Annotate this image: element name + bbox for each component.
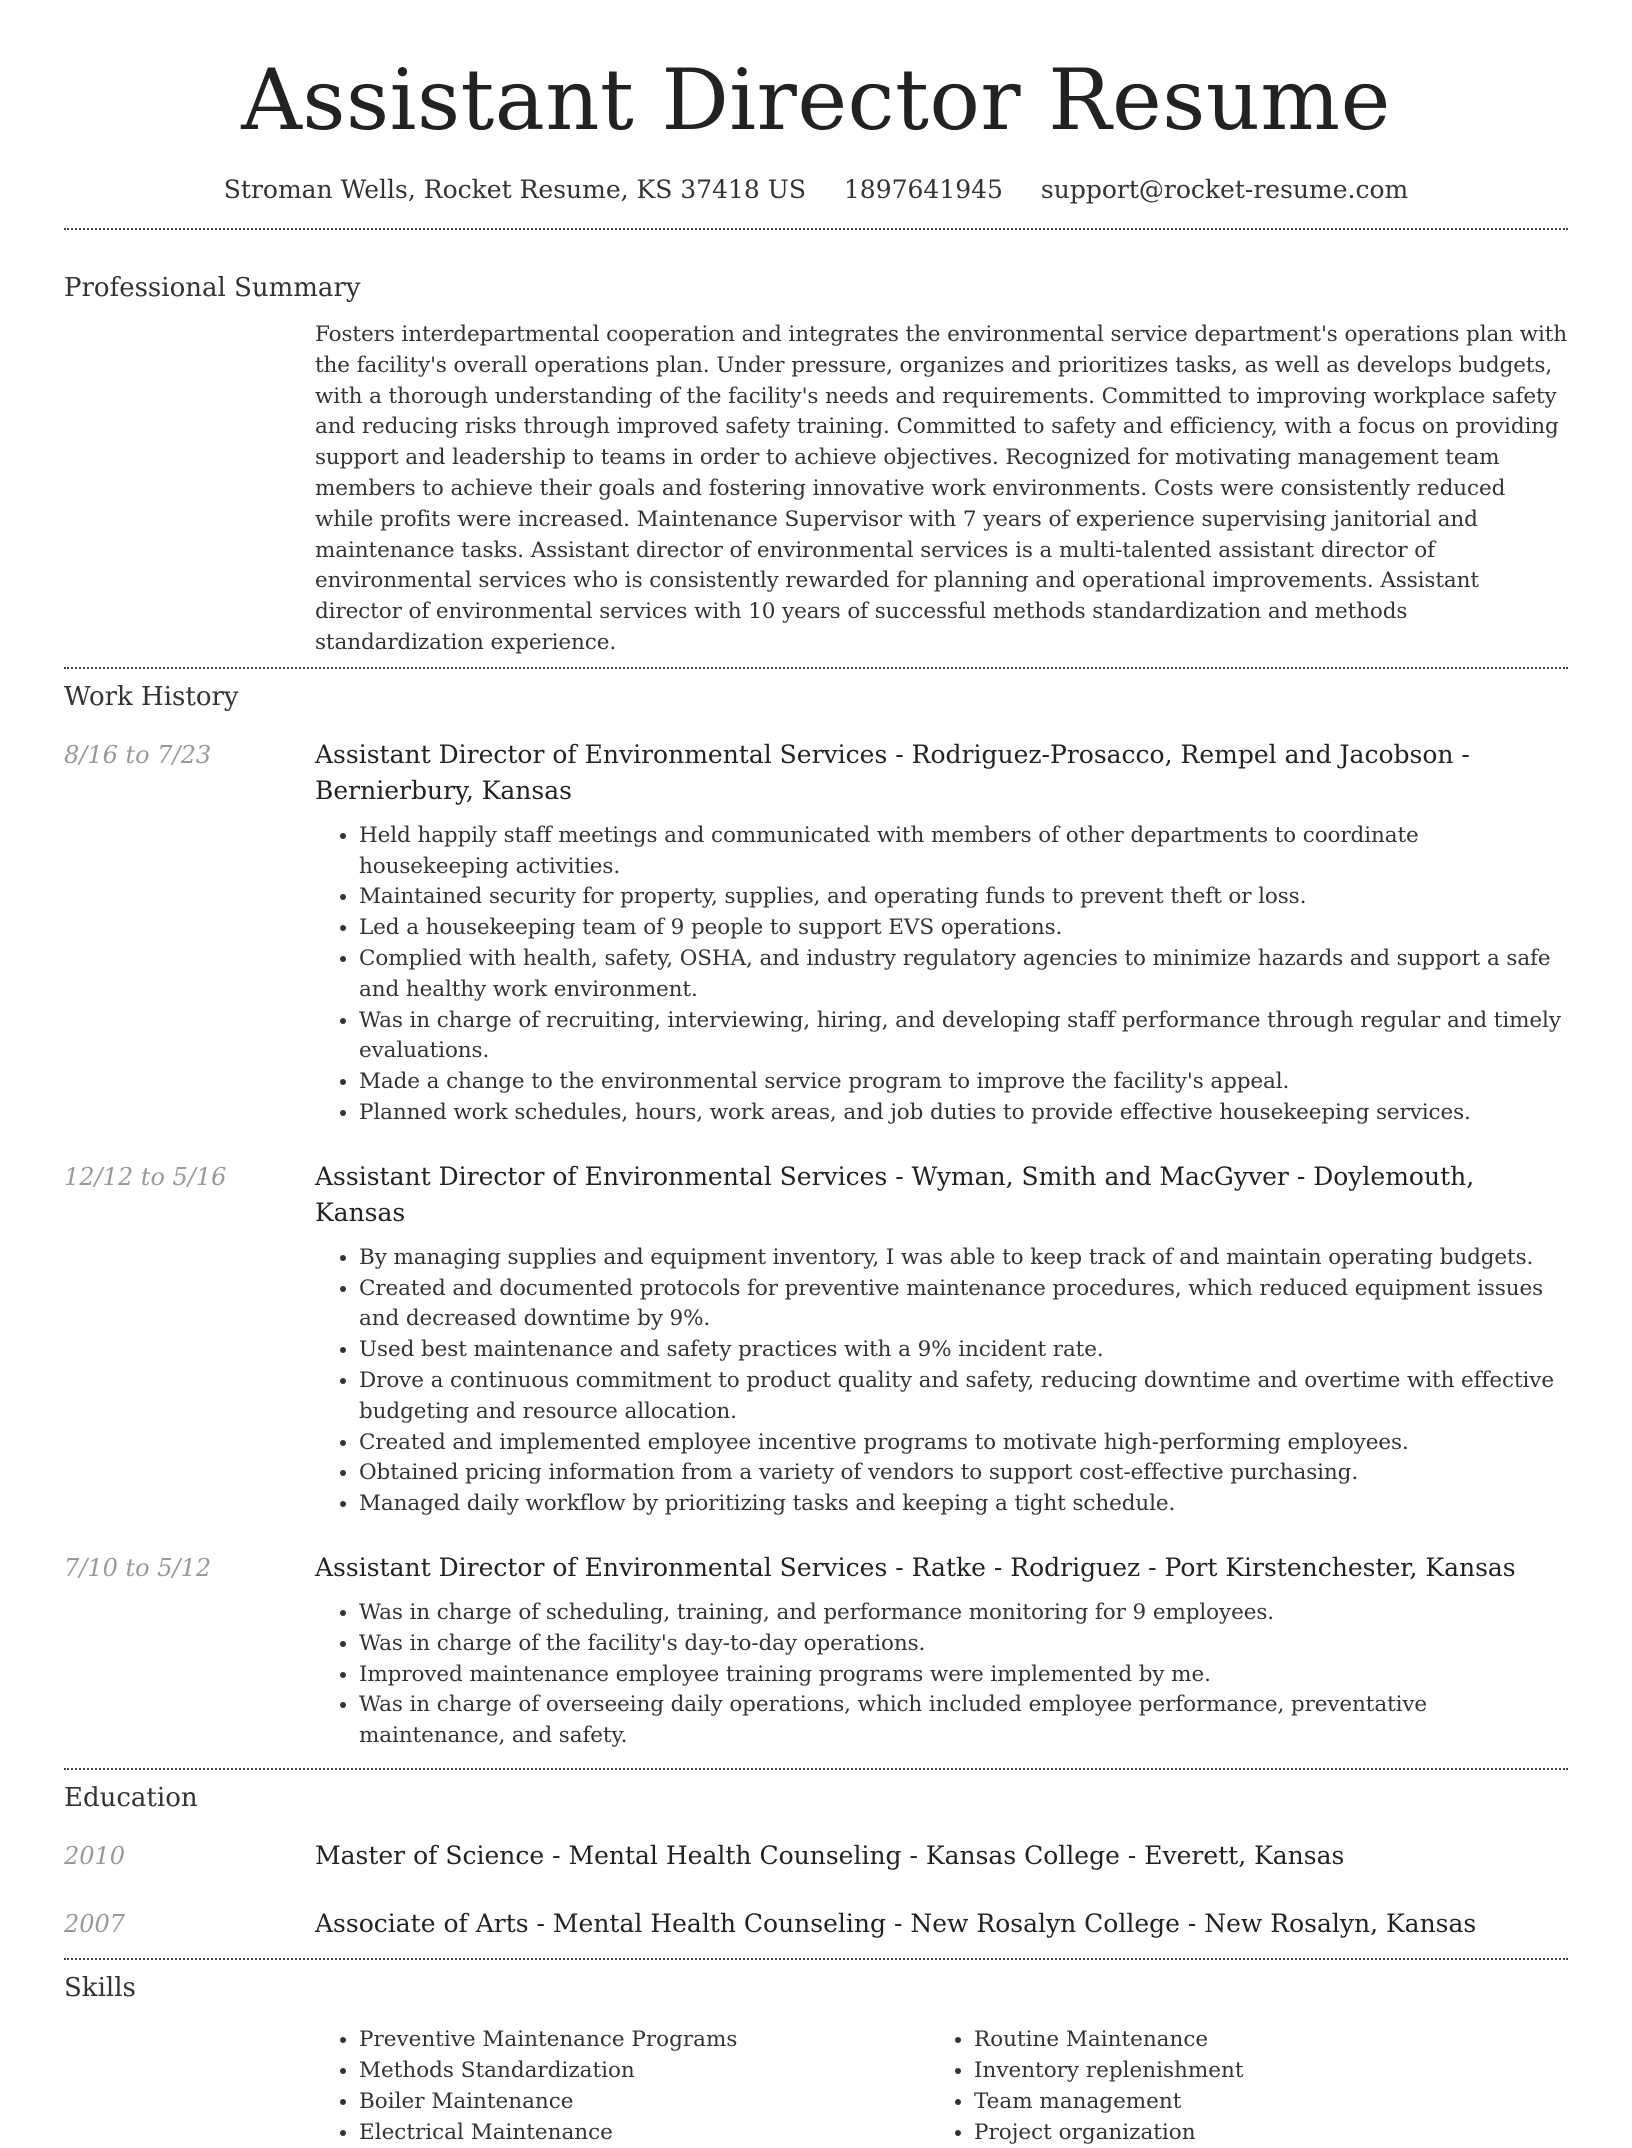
job-title: Assistant Director of Environmental Services [315, 739, 888, 769]
job-bullets [359, 1598, 1568, 1752]
job-entry [64, 737, 1568, 1129]
resume-title: Assistant Director Resume [241, 51, 1391, 149]
education-year: 2010 [64, 1841, 126, 1870]
skill-item: • Routine Maintenance [974, 2024, 1544, 2055]
job-details: - Wyman, Smith and MacGyver - Doylemouth, Kansas [315, 1161, 1475, 1227]
job-bullet: • Created and documented protocols for preventive maintenance procedures, which reduced equipment issues and decreased downtime by 9%. [359, 1274, 1568, 1336]
divider [64, 667, 1568, 669]
job-dates: 8/16 to 7/23 [64, 740, 212, 769]
education-details: - Kansas College - Everett, Kansas [901, 1840, 1345, 1870]
job-title: Assistant Director of Environmental Services [315, 1552, 888, 1582]
job-bullet: • Improved maintenance employee training programs were implemented by me. [359, 1660, 1568, 1691]
skills-grid [315, 2024, 1568, 2148]
contact-phone: 1897641945 [843, 175, 1003, 204]
job-bullet: • Was in charge of scheduling, training, and performance monitoring for 9 employees. [359, 1598, 1568, 1629]
skill-item: • Methods Standardization [359, 2055, 929, 2086]
job-heading [315, 1159, 1568, 1231]
job-bullet: • Held happily staff meetings and communicated with members of other departments to coordinate housekeeping activities. [359, 821, 1568, 883]
job-bullet: • Created and implemented employee incentive programs to motivate high-performing employees. [359, 1428, 1568, 1459]
education-entry [64, 1838, 1568, 1874]
contact-address: Stroman Wells, Rocket Resume, KS 37418 US [223, 175, 806, 204]
job-heading [315, 737, 1568, 809]
job-bullet: • Was in charge of overseeing daily operations, which included employee performance, preventative maintenance, and safety. [359, 1690, 1568, 1752]
job-bullet: • Obtained pricing information from a variety of vendors to support cost-effective purchasing. [359, 1458, 1568, 1489]
job-heading [315, 1550, 1568, 1586]
education-degree: Associate of Arts - Mental Health Counseling [315, 1908, 887, 1938]
job-bullet: • Maintained security for property, supplies, and operating funds to prevent theft or loss. [359, 882, 1568, 913]
job-entry [64, 1159, 1568, 1520]
job-bullet: • Was in charge of recruiting, interviewing, hiring, and developing staff performance through regular and timely evaluations. [359, 1006, 1568, 1068]
job-bullet: • Was in charge of the facility's day-to-day operations. [359, 1629, 1568, 1660]
job-bullet: • By managing supplies and equipment inventory, I was able to keep track of and maintain operating budgets. [359, 1243, 1568, 1274]
skill-item: • Project organization [974, 2117, 1544, 2148]
job-bullet: • Used best maintenance and safety practices with a 9% incident rate. [359, 1335, 1568, 1366]
education-heading-line [315, 1906, 1568, 1942]
job-bullets [359, 1243, 1568, 1520]
skill-item: • Boiler Maintenance [359, 2086, 929, 2117]
education-year: 2007 [64, 1909, 126, 1938]
job-bullet: • Drove a continuous commitment to product quality and safety, reducing downtime and overtime with effective budgeting and resource allocation. [359, 1366, 1568, 1428]
skill-item: • Electrical Maintenance [359, 2117, 929, 2148]
divider [64, 1958, 1568, 1960]
skills-heading: Skills [64, 1972, 136, 2003]
job-entry [64, 1550, 1568, 1752]
education-heading: Education [64, 1782, 198, 1813]
skill-item: • Inventory replenishment [974, 2055, 1544, 2086]
job-bullet: • Made a change to the environmental service program to improve the facility's appeal. [359, 1067, 1568, 1098]
job-bullets [359, 821, 1568, 1129]
skills-column-right [974, 2024, 1544, 2148]
resume-page [64, 0, 1568, 2148]
summary-text: Fosters interdepartmental cooperation and integrates the environmental service department's operations plan with the facility's overall operations plan. Under pressure, organizes and prioritizes tasks, as well as develops budgets, with a thorough understanding of the facility's needs and requirements. Committed to improving workplace safety and reducing risks through improved safety training. Committed to safety and efficiency, with a focus on providing support and leadership to teams in order to achieve objectives. Recognized for motivating management team members to achieve their goals and fostering innovative work environments. Costs were consistently reduced while profits were increased. Maintenance Supervisor with 7 years of experience supervising janitorial and maintenance tasks. Assistant director of environmental services is a multi-talented assistant director of environmental services who is consistently rewarded for planning and operational improvements. Assistant director of environmental services with 10 years of successful methods standardization and methods standardization experience. [315, 322, 1568, 655]
job-bullet: • Led a housekeeping team of 9 people to support EVS operations. [359, 913, 1568, 944]
divider [64, 228, 1568, 230]
skill-item: • Team management [974, 2086, 1544, 2117]
job-bullet: • Planned work schedules, hours, work areas, and job duties to provide effective housekeeping services. [359, 1098, 1568, 1129]
education-degree: Master of Science - Mental Health Counseling [315, 1840, 902, 1870]
job-dates: 12/12 to 5/16 [64, 1162, 227, 1191]
education-heading-line [315, 1838, 1568, 1874]
work-history-heading: Work History [64, 681, 239, 712]
skills-column-left [359, 2024, 929, 2148]
education-entry [64, 1906, 1568, 1942]
skill-item: • Preventive Maintenance Programs [359, 2024, 929, 2055]
job-bullet: • Managed daily workflow by prioritizing tasks and keeping a tight schedule. [359, 1489, 1568, 1520]
contact-line [64, 172, 1568, 208]
job-title: Assistant Director of Environmental Services [315, 1161, 888, 1191]
contact-email: support@rocket-resume.com [1040, 175, 1409, 204]
job-bullet: • Complied with health, safety, OSHA, and industry regulatory agencies to minimize hazards and support a safe and healthy work environment. [359, 944, 1568, 1006]
education-details: - New Rosalyn College - New Rosalyn, Kansas [886, 1908, 1477, 1938]
job-dates: 7/10 to 5/12 [64, 1553, 212, 1582]
job-details: - Ratke - Rodriguez - Port Kirstenchester, Kansas [887, 1552, 1516, 1582]
divider [64, 1768, 1568, 1770]
job-details: - Rodriguez-Prosacco, Rempel and Jacobson - Bernierbury, Kansas [315, 739, 1470, 805]
summary-heading: Professional Summary [64, 273, 361, 303]
